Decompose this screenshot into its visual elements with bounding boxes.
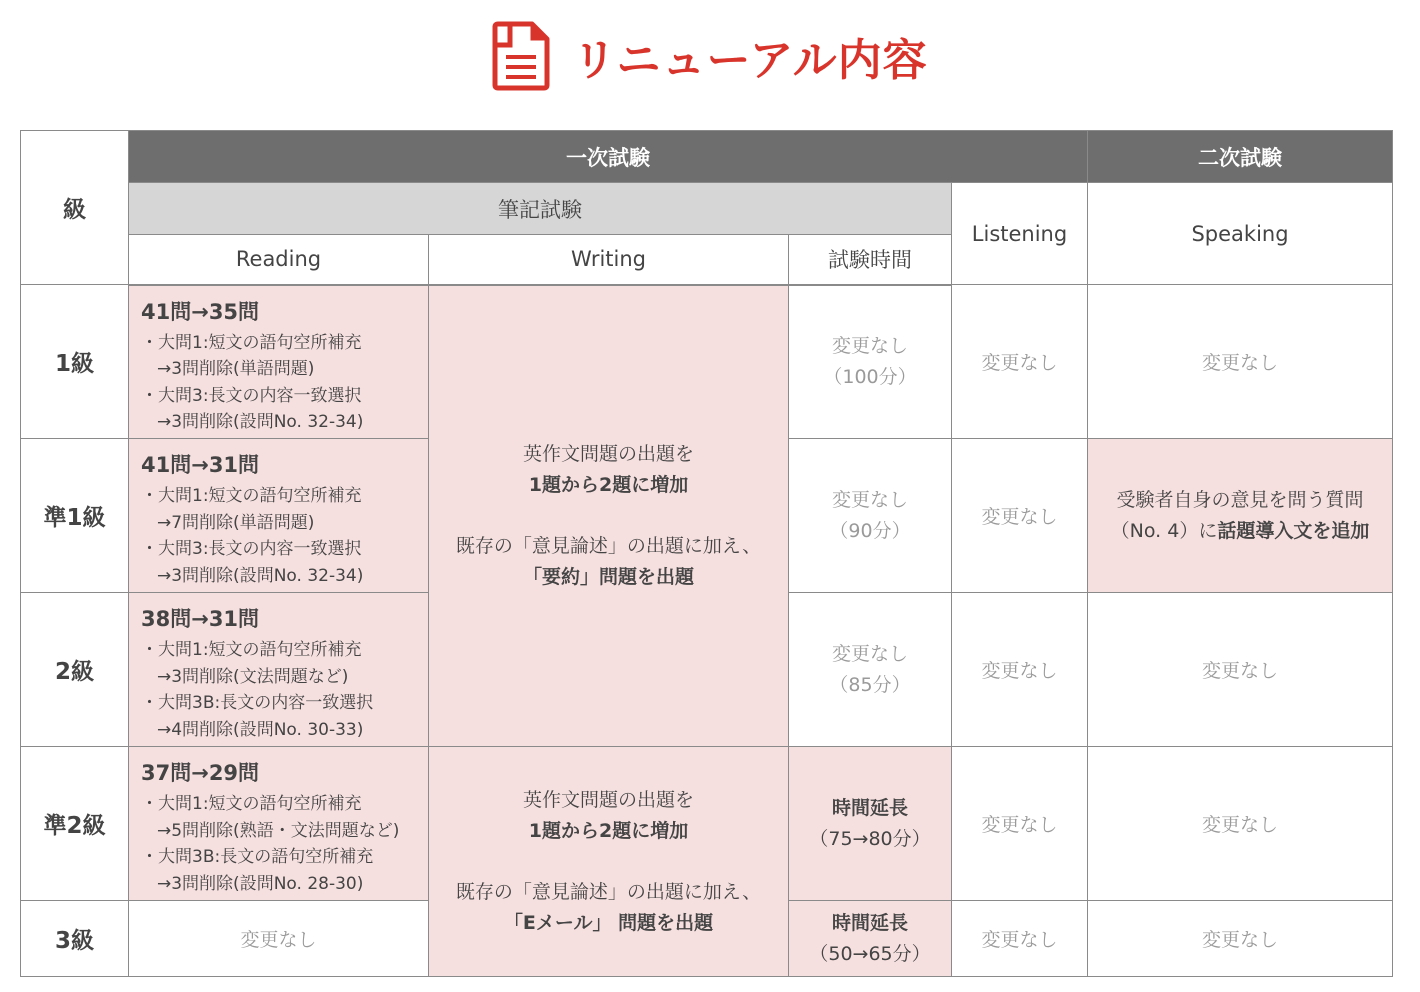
writing-header: Writing: [429, 235, 789, 285]
reading-line: →3問削除(単語問題): [157, 359, 315, 379]
reading-cell: [129, 285, 429, 439]
time-line: （85分）: [829, 673, 911, 696]
time-line: 時間延長: [831, 796, 908, 819]
table-row: [21, 747, 1393, 901]
speaking-cell: 変更なし: [1088, 747, 1393, 901]
exam-time-cell: [789, 285, 952, 439]
reading-summary: 38問→31問: [141, 607, 260, 631]
listening-cell: 変更なし: [952, 747, 1088, 901]
grade-label: 3級: [21, 901, 129, 977]
second-exam-header: 二次試験: [1088, 131, 1393, 183]
reading-line: ・大問3B:長文の内容一致選択: [141, 693, 374, 713]
listening-header: Listening: [952, 183, 1088, 285]
speaking-cell: 変更なし: [1088, 593, 1393, 747]
reading-line: →5問削除(熟語・文法問題など): [157, 820, 400, 841]
reading-line: ・大問1:短文の語句空所補充: [141, 640, 362, 660]
speaking-emphasis: 話題導入文を追加: [1217, 519, 1370, 542]
reading-line: →3問削除(設問No. 28-30): [157, 873, 364, 894]
reading-cell: [129, 747, 429, 901]
speaking-cell: 変更なし: [1088, 285, 1393, 439]
grade-header: 級: [21, 131, 129, 285]
listening-cell: 変更なし: [952, 439, 1088, 593]
reading-line: ・大問3:長文の内容一致選択: [141, 539, 362, 559]
reading-line: →3問削除(文法問題など): [157, 666, 349, 687]
reading-line: →3問削除(設問No. 32-34): [157, 565, 364, 586]
exam-time-header: 試験時間: [789, 235, 952, 285]
reading-line: →3問削除(設問No. 32-34): [157, 412, 364, 432]
writing-line: 英作文問題の出題を: [522, 442, 694, 465]
time-line: 変更なし: [831, 642, 908, 665]
reading-summary: 41問→35問: [141, 299, 260, 324]
grade-label: 準1級: [21, 439, 129, 593]
page-title: リニューアル内容: [572, 35, 928, 86]
writing-line: 英作文問題の出題を: [522, 788, 694, 811]
grade-label: 準2級: [21, 747, 129, 901]
reading-line: ・大問1:短文の語句空所補充: [141, 794, 362, 814]
reading-line: ・大問1:短文の語句空所補充: [141, 332, 362, 353]
reading-header: Reading: [129, 235, 429, 285]
written-exam-header: 筆記試験: [129, 183, 952, 235]
reading-summary: 41問→31問: [141, 453, 260, 477]
exam-time-cell: [789, 747, 952, 901]
writing-line: 1題から2題に増加: [528, 819, 689, 842]
speaking-cell: 変更なし: [1088, 901, 1393, 977]
time-line: （50→65分）: [809, 942, 931, 965]
page-title-area: [0, 16, 1420, 96]
reading-line: →4問削除(設問No. 30-33): [157, 719, 364, 740]
time-line: （100分）: [823, 365, 917, 388]
time-line: （75→80分）: [809, 827, 931, 850]
first-exam-header: 一次試験: [129, 131, 1088, 183]
document-icon: [492, 21, 550, 91]
renewal-table: [20, 130, 1393, 977]
listening-cell: 変更なし: [952, 901, 1088, 977]
speaking-note: （No. 4）に: [1110, 519, 1218, 542]
speaking-line: 受験者自身の意見を問う質問: [1116, 488, 1364, 511]
reading-line: ・大問3:長文の内容一致選択: [141, 385, 362, 406]
table-row: [21, 285, 1393, 439]
writing-line: 既存の「意見論述」の出題に加え、: [455, 880, 762, 903]
reading-summary: 37問→29問: [141, 761, 260, 785]
exam-time-cell: [789, 593, 952, 747]
writing-line: 「Eメール」 問題を出題: [503, 911, 714, 934]
time-line: 時間延長: [831, 911, 908, 934]
writing-line: 1題から2題に増加: [528, 473, 689, 496]
time-line: （90分）: [829, 519, 911, 542]
writing-cell-upper: [429, 285, 789, 747]
exam-time-cell: [789, 439, 952, 593]
reading-line: ・大問3B:長文の語句空所補充: [141, 847, 374, 867]
listening-cell: 変更なし: [952, 593, 1088, 747]
reading-cell: [129, 439, 429, 593]
writing-line: 「要約」問題を出題: [522, 565, 694, 588]
reading-cell: [129, 593, 429, 747]
reading-line: →7問削除(単語問題): [157, 512, 315, 533]
time-line: 変更なし: [831, 488, 908, 511]
reading-line: ・大問1:短文の語句空所補充: [141, 486, 362, 506]
writing-cell-lower: [429, 747, 789, 977]
grade-label: 2級: [21, 593, 129, 747]
writing-line: 既存の「意見論述」の出題に加え、: [455, 534, 762, 557]
listening-cell: 変更なし: [952, 285, 1088, 439]
speaking-header: Speaking: [1088, 183, 1393, 285]
speaking-line: [1088, 516, 1392, 547]
time-line: 変更なし: [831, 334, 908, 357]
speaking-cell: [1088, 439, 1393, 593]
reading-cell: 変更なし: [129, 901, 429, 977]
exam-time-cell: [789, 901, 952, 977]
grade-label: 1級: [21, 285, 129, 439]
